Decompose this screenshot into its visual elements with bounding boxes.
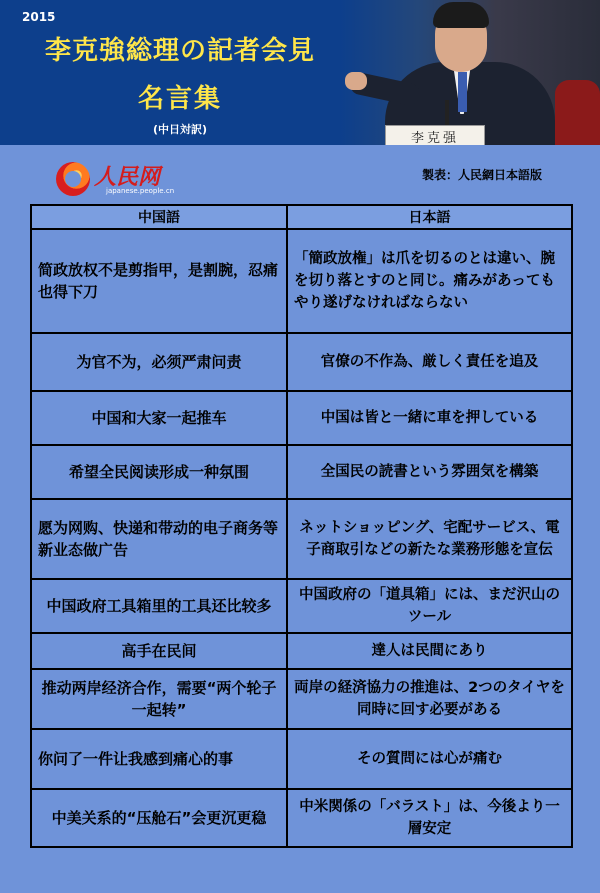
table-row xyxy=(31,499,572,579)
table-row xyxy=(31,333,572,391)
table-row xyxy=(31,669,572,729)
japanese-translation: 中米関係の「バラスト」は、今後より一層安定 xyxy=(287,789,572,847)
pointing-hand xyxy=(345,72,367,90)
japanese-translation: 中国政府の「道具箱」には、まだ沢山のツール xyxy=(287,579,572,633)
chinese-quote: 愿为网购、快递和带动的电子商务等新业态做广告 xyxy=(31,499,287,579)
chinese-quote: 高手在民间 xyxy=(31,633,287,669)
chinese-quote: 中国政府工具箱里的工具还比较多 xyxy=(31,579,287,633)
quotes-table xyxy=(30,204,573,848)
table-row xyxy=(31,789,572,847)
year-label: 2015 xyxy=(22,10,56,24)
page-subtitle: 名言集 xyxy=(137,84,222,114)
chinese-quote: 推动两岸经济合作，需要“两个轮子一起转” xyxy=(31,669,287,729)
table-row xyxy=(31,633,572,669)
japanese-translation: 中国は皆と一緒に車を押している xyxy=(287,391,572,445)
logo-brand: 人民网 xyxy=(94,164,161,190)
japanese-translation: 「簡政放権」は爪を切るのとは違い、腕を切り落とすのと同じ。痛みがあってもやり遂げなければならない xyxy=(287,229,572,333)
chinese-quote: 你问了一件让我感到痛心的事 xyxy=(31,729,287,789)
table-header-row xyxy=(31,205,572,229)
logo-url: japanese.people.cn xyxy=(106,187,175,195)
japanese-translation: 全国民の読書という雰囲気を構築 xyxy=(287,445,572,499)
speaker-tie xyxy=(458,72,467,112)
table-row xyxy=(31,445,572,499)
chinese-quote: 简政放权不是剪指甲，是割腕，忍痛也得下刀 xyxy=(31,229,287,333)
table-credit: 製表：人民網日本語版 xyxy=(422,168,543,182)
column-header-chinese: 中国語 xyxy=(31,205,287,229)
japanese-translation: 達人は民間にあり xyxy=(287,633,572,669)
page-title: 李克強総理の記者会見 xyxy=(44,36,315,66)
chinese-quote: 中国和大家一起推车 xyxy=(31,391,287,445)
chinese-quote: 为官不为，必须严肃问责 xyxy=(31,333,287,391)
table-row xyxy=(31,229,572,333)
speaker-hair xyxy=(433,2,489,28)
column-header-japanese: 日本語 xyxy=(287,205,572,229)
japanese-translation: 官僚の不作為、厳しく責任を追及 xyxy=(287,333,572,391)
table-row xyxy=(31,579,572,633)
table-row xyxy=(31,391,572,445)
translation-note: (中日対訳) xyxy=(152,123,208,136)
logo-swirl-icon xyxy=(56,162,90,196)
speaker-photo xyxy=(345,0,600,145)
people-daily-logo xyxy=(56,160,175,198)
japanese-translation: ネットショッピング、宅配サービス、電子商取引などの新たな業務形態を宣伝 xyxy=(287,499,572,579)
table-row xyxy=(31,729,572,789)
chinese-quote: 中美关系的“压舱石”会更沉更稳 xyxy=(31,789,287,847)
chinese-quote: 希望全民阅读形成一种氛围 xyxy=(31,445,287,499)
chair xyxy=(555,80,600,145)
japanese-translation: その質問には心が痛む xyxy=(287,729,572,789)
header-banner xyxy=(0,0,600,145)
japanese-translation: 両岸の経済協力の推進は、2つのタイヤを同時に回す必要がある xyxy=(287,669,572,729)
nameplate: 李克强 xyxy=(385,125,485,145)
